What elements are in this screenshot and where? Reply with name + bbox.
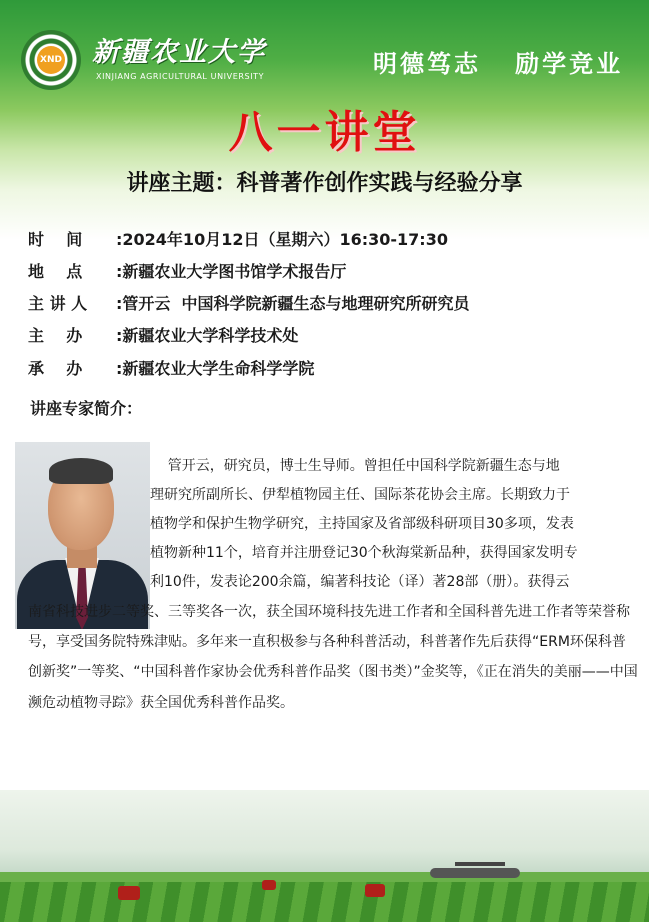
speaker-bio-wrapped [150,452,635,597]
university-name-en: XINJIANG AGRICULTURAL UNIVERSITY [96,72,265,81]
info-value: :新疆农业大学科学技术处 [116,325,299,345]
info-label: 主 办 [28,325,83,345]
lecture-topic: 讲座主题：科普著作创作实践与经验分享 [126,171,523,196]
info-label: 地 点 [28,261,83,281]
speaker-bio-continued: 南省科技进步二等奖、三等奖各一次，获全国环境科技先进工作者和全国科普先进工作者等荣誉称号，享受国务院特殊津贴。多年来一直积极参与各种科普活动，科普著作先后获得“ERM环保科普创新奖”一等奖、“中国科普作家协会优秀科普作品奖（图书类）”金奖等，《正在消失的美丽——中国濒危动植物寻踪》获全国优秀科普作品奖。 [28,604,638,711]
info-label: 时 间 [28,229,83,249]
lecture-series-title: 八一讲堂 [228,107,421,158]
seal-center: XND [37,46,65,74]
bio-line: 植物学和保护生物学研究，主持国家及省部级科研项目30多项，发表 [150,516,574,532]
bio-line: 植物新种11个，培育并注册登记30个秋海棠新品种，获得国家发明专 [150,545,578,561]
bio-line: 管开云，研究员，博士生导师。曾担任中国科学院新疆生态与地 [150,458,560,474]
info-label: 承 办 [28,358,83,378]
crop-duster-plane [430,868,520,878]
info-label: 主 讲 人 [28,293,88,313]
crop-duster-wing [455,862,505,866]
tractor-right [365,884,385,897]
university-name: 新疆农业大学 [92,37,266,68]
university-seal-logo [21,30,81,90]
info-value: :管开云 中国科学院新疆生态与地理研究所研究员 [116,293,470,313]
portrait-hair [49,458,113,484]
info-value: :2024年10月12日（星期六）16:30-17:30 [116,229,448,249]
university-motto: 明德笃志 励学竞业 [373,49,624,78]
bio-line: 利10件，发表论200余篇，编著科技论（译）著28部（册）。获得云 [150,574,570,590]
crop-field [0,882,649,922]
info-row-organizer [28,354,314,380]
tractor-center [262,880,276,890]
info-value: :新疆农业大学图书馆学术报告厅 [116,261,347,281]
info-row-host [28,321,298,347]
info-row-speaker [28,289,470,315]
info-value: :新疆农业大学生命科学学院 [116,358,315,378]
bio-line: 理研究所副所长、伊犁植物园主任、国际茶花协会主席。长期致力于 [150,487,570,503]
info-row-time [28,225,448,251]
tractor-left [118,886,140,900]
info-row-location [28,257,346,283]
expert-intro-heading: 讲座专家简介： [30,399,143,418]
